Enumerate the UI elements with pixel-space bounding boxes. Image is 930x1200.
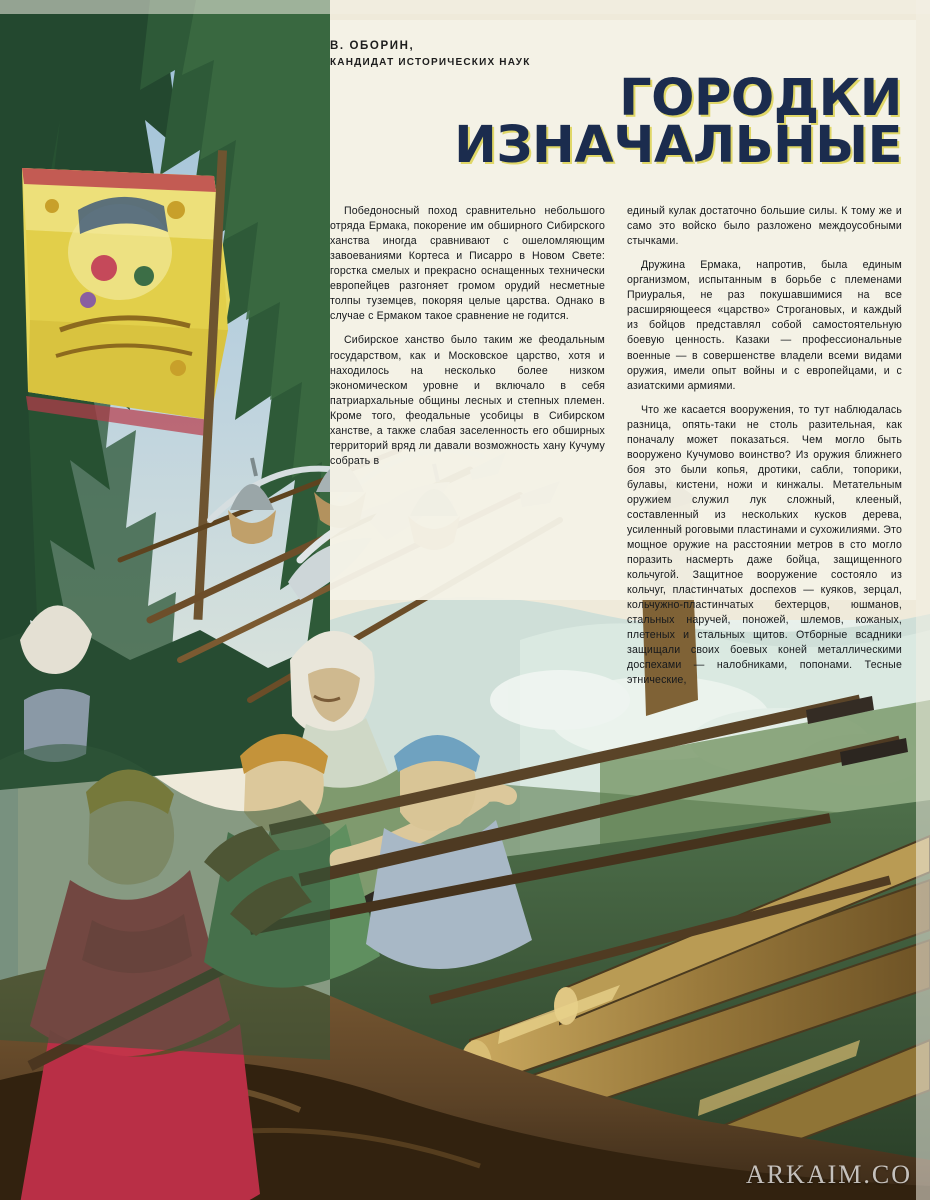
paragraph: Дружина Ермака, напротив, была единым организмом, испытанным в борьбе с племенами Приуралья, не раз покушавшимися на все расширяющееся «царство» Строгановых, и каждый из бойцов представлял собой самостоятельную боевую ценность. Казаки — профессиональные военные — в совершенстве владели всеми видами оружия, имели опыт войны и с европейцами, и с азиатскими армиями. xyxy=(627,259,902,392)
paragraph: Сибирское ханство было таким же феодальным государством, как и Московское царство, хотя и находилось на несколько более низком экономическом уровне и включало в себя патриархальные общины лесных и степных племен. Кроме того, феодальные усобицы в Сибирском ханстве, а также слабая заселенность его обширных территорий вряд ли давали возможность хану Кучуму собрать в xyxy=(330,334,605,467)
byline-author: В. ОБОРИН, xyxy=(330,40,415,52)
paragraph: единый кулак достаточно большие силы. К тому же и само это войско было разложено междоусобными стычками. xyxy=(627,205,902,248)
byline xyxy=(330,38,902,70)
article-columns xyxy=(330,204,902,697)
page-title xyxy=(330,69,902,176)
column-left xyxy=(330,204,605,697)
paragraph: Победоносный поход сравнительно небольшого отряда Ермака, покорение им обширного Сибирского ханства иногда сравнивают с ошеломляющим завоеваниями Кортеса и Писарро в Новом Свете: горстка смелых и прекрасно оснащенных технически европейцев разгоняет громом орудий несметные толпы туземцев, покоряя целые царства. Однако в случае с Ермаком такое сравнение не годится. xyxy=(330,205,605,323)
paragraph: Что же касается вооружения, то тут наблюдалась разница, опять-таки не столь разительная, как поначалу может показаться. Чем могло быть вооружено Кучумово воинство? Из оружия ближнего боя это были копья, дротики, сабли, топорики, булавы, кистени, ножи и кинжалы. Метательным оружием служил лук сложный, клееный, составленный из нескольких кусков дерева, усиленный роговыми пластинами и сухожилиями. Это мощное оружие на расстоянии метров в сто могло поразить насмерть даже бойца, защищенного кольчугой. Защитное вооружение состояло из кольчуг, пластинчатых доспехов — куяков, зерцал, кольчужно-пластинчатых бехтерцов, юшманов, стальных наручей, поножей, шлемов, кожаных, плетеных и стальных щитов. Отборные всадники защищали своих боевых коней металлическими доспехами — налобниками, попонами. Тесные этнические, xyxy=(627,403,902,687)
watermark: ARKAIM.CO xyxy=(745,1160,912,1189)
article-text-block xyxy=(330,38,902,697)
headline-line-1: ГОРОДКИ xyxy=(619,69,902,129)
headline-line-2: ИЗНАЧАЛЬНЫЕ xyxy=(454,116,902,176)
byline-role: КАНДИДАТ ИСТОРИЧЕСКИХ НАУК xyxy=(330,57,531,69)
column-right xyxy=(627,204,902,697)
